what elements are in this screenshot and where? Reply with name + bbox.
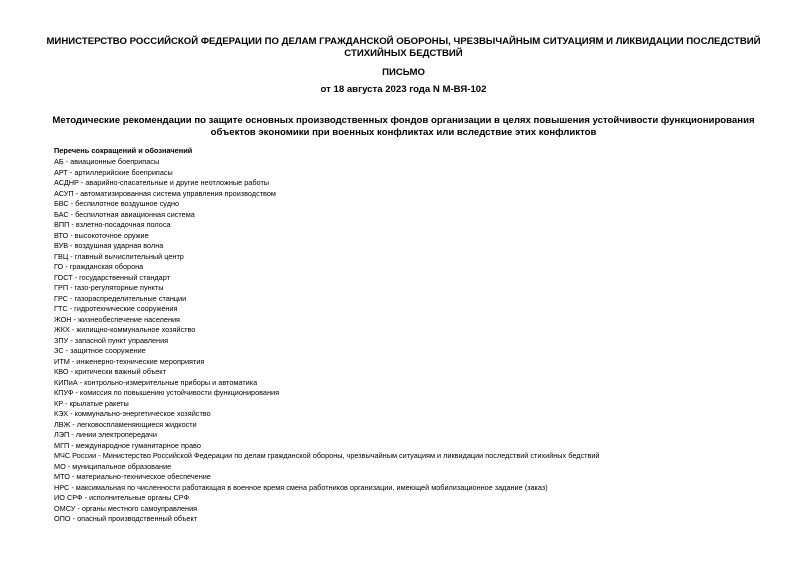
abbreviation-item: ЖКХ - жилищно-коммунальное хозяйство xyxy=(54,325,196,334)
abbreviation-item: ГОСТ - государственный стандарт xyxy=(54,272,170,282)
abbreviation-item: АРТ - артиллерийские боеприпасы xyxy=(54,167,173,177)
abbreviation-item: ЛВЖ - легковоспламеняющиеся жидкости xyxy=(54,419,197,429)
abbreviation-item: МО - муниципальное образование xyxy=(54,461,172,471)
abbreviation-item: ЛЭП - линии электропередачи xyxy=(54,430,157,439)
abbreviation-item: ИО СРФ - исполнительные органы СРФ xyxy=(54,493,190,502)
abbreviation-item: ВПП - взлетно-посадочная полоса xyxy=(54,220,171,229)
abbreviation-item: МГП - международное гуманитарное право xyxy=(54,440,201,450)
abbreviation-item: КЭХ - коммунально-энергетическое хозяйство xyxy=(54,409,211,418)
abbreviation-item: ГРП - газо-регуляторные пункты xyxy=(54,283,164,292)
abbreviation-item: АСДНР - аварийно-спасательные и другие неотложные работы xyxy=(54,178,270,187)
abbreviation-item: КПУФ - комиссия по повышению устойчивости функционирования xyxy=(54,388,280,397)
abbreviation-item: ЖОН - жизнеобеспечение населения xyxy=(54,314,181,324)
abbreviation-item: ИТМ - инженерно-технические мероприятия xyxy=(54,356,205,366)
abbreviation-item: ОМСУ - органы местного самоуправления xyxy=(54,503,198,513)
abbreviation-item: КВО - критически важный объект xyxy=(54,367,166,376)
abbreviation-item: ГВЦ - главный вычислительный центр xyxy=(54,251,184,261)
abbreviation-item: АСУП - автоматизированная система управления производством xyxy=(54,188,276,198)
abbreviation-item: АБ - авиационные боеприпасы xyxy=(54,157,160,166)
abbreviation-item: ЗС - защитное сооружение xyxy=(54,346,146,355)
abbreviation-item: ОПО - опасный производственный объект xyxy=(54,514,198,523)
abbreviation-item: НРС - максимальная по численности работающая в военное время смена работников организации, имеющей мобилизационное задание (заказ) xyxy=(54,482,548,492)
document-title: Методические рекомендации по защите основных производственных фондов организации в целях повышения устойчивости функционирования объектов экономики при военных конфликтах или вследствие этих конфликтов xyxy=(52,115,755,138)
document-type: ПИСЬМО xyxy=(382,67,425,78)
abbreviation-item: МТО - материально-техническое обеспечение xyxy=(54,472,211,481)
abbreviation-item: КР - крылатые ракеты xyxy=(54,398,129,408)
abbreviation-item: ГРС - газораспределительные станции xyxy=(54,293,187,303)
abbreviation-item: КИПиА - контрольно-измерительные приборы и автоматика xyxy=(54,377,258,387)
abbreviation-item: БВС - беспилотное воздушное судно xyxy=(54,199,180,208)
abbreviations-list xyxy=(54,157,774,525)
abbreviation-item: МЧС России - Министерство Российской Федерации по делам гражданской обороны, чрезвычайным ситуациям и ликвидации последствий стихийных бедствий xyxy=(54,451,600,460)
abbreviation-item: БАС - беспилотная авиационная система xyxy=(54,209,195,219)
abbreviation-item: ВТО - высокоточное оружие xyxy=(54,230,149,240)
abbreviation-item: ГТС - гидротехнические сооружения xyxy=(54,304,178,313)
ministry-heading: МИНИСТЕРСТВО РОССИЙСКОЙ ФЕДЕРАЦИИ ПО ДЕЛАМ ГРАЖДАНСКОЙ ОБОРОНЫ, ЧРЕЗВЫЧАЙНЫМ СИТУАЦИЯМ И ЛИКВИДАЦИИ ПОСЛЕДСТВИЙ СТИХИЙНЫХ БЕДСТВИЙ xyxy=(46,36,761,59)
abbreviations-section xyxy=(54,145,774,525)
abbreviation-item: ВУВ - воздушная ударная волна xyxy=(54,241,164,250)
document-date-number: от 18 августа 2023 года N М-ВЯ-102 xyxy=(320,84,487,95)
abbreviation-item: ГО - гражданская оборона xyxy=(54,262,144,271)
abbreviation-item: ЗПУ - запасной пункт управления xyxy=(54,335,169,345)
abbreviations-heading: Перечень сокращений и обозначений xyxy=(54,146,193,155)
